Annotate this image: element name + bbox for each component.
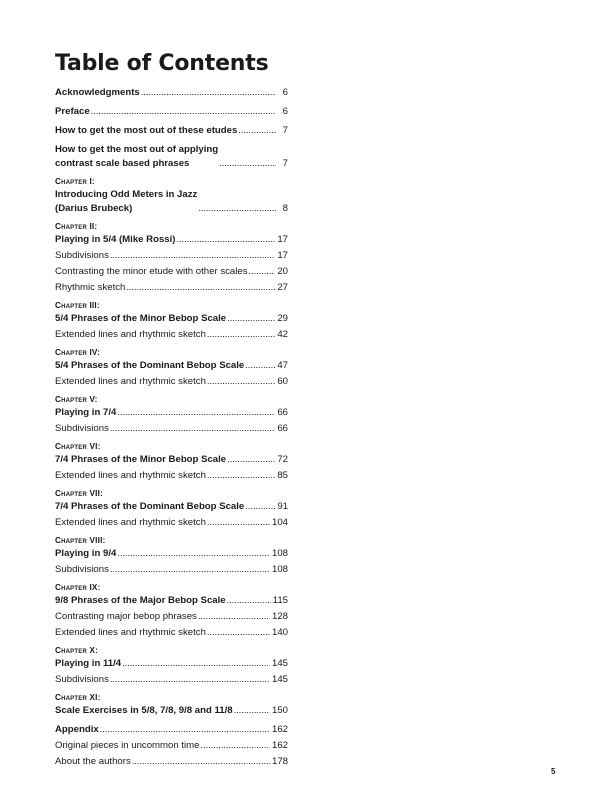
toc-subentry[interactable] [55, 328, 288, 342]
toc-page-number: 145 [271, 658, 288, 669]
chapter-label: Chapter V: [55, 395, 98, 404]
toc-entry-label: Original pieces in uncommon time [55, 740, 200, 751]
toc-entry-label: Subdivisions [55, 564, 109, 575]
toc-entry-label: Contrasting the minor etude with other scales [55, 266, 248, 277]
toc-entry-label: Rhythmic sketch [55, 282, 126, 293]
toc-page-number: 47 [277, 360, 288, 371]
toc-page-number: 6 [282, 106, 288, 117]
dot-leader [233, 704, 270, 718]
chapter-label: Chapter IV: [55, 348, 101, 357]
toc-page-number: 91 [277, 501, 288, 512]
toc-page-number: 108 [271, 564, 288, 575]
toc-entry-label: Extended lines and rhythmic sketch [55, 376, 206, 387]
toc-entry-label: Subdivisions [55, 423, 109, 434]
chapter-label: Chapter XI: [55, 693, 101, 702]
toc-page-number: 85 [277, 470, 288, 481]
toc-page-number: 178 [271, 756, 288, 767]
table-of-contents [55, 86, 288, 769]
dot-leader [226, 453, 275, 467]
dot-leader [140, 86, 276, 100]
toc-page-number: 17 [277, 250, 288, 261]
dot-leader [197, 202, 276, 216]
chapter-label: Chapter X: [55, 646, 99, 655]
toc-entry-label: Extended lines and rhythmic sketch [55, 627, 206, 638]
toc-subentry[interactable] [55, 516, 288, 530]
toc-entry-label: 5/4 Phrases of the Dominant Bebop Scale [55, 360, 245, 371]
dot-leader [99, 723, 270, 737]
dot-leader [244, 500, 275, 514]
toc-entry-label: Introducing Odd Meters in Jazz (Darius Brubeck) [55, 189, 198, 214]
chapter-label: Chapter VI: [55, 442, 101, 451]
toc-entry-label: Extended lines and rhythmic sketch [55, 470, 206, 481]
toc-subentry[interactable] [55, 265, 288, 279]
dot-leader [206, 516, 270, 530]
toc-subentry[interactable] [55, 281, 288, 295]
toc-entry-acknowledgments[interactable] [55, 86, 288, 100]
toc-page-number: 20 [277, 266, 288, 277]
toc-subentry[interactable] [55, 626, 288, 640]
toc-subentry[interactable] [55, 755, 288, 769]
toc-entry-chapter-8[interactable] [55, 547, 288, 561]
toc-entry-chapter-11[interactable] [55, 704, 288, 718]
toc-entry-label: Playing in 11/4 [55, 658, 122, 669]
dot-leader [197, 610, 270, 624]
toc-page-number: 6 [282, 87, 288, 98]
toc-page-number: 150 [271, 705, 288, 716]
dot-leader [109, 422, 275, 436]
toc-entry-label: 9/8 Phrases of the Major Bebop Scale [55, 595, 226, 606]
dot-leader [131, 755, 270, 769]
toc-page-number: 60 [277, 376, 288, 387]
toc-page-number: 27 [277, 282, 288, 293]
dot-leader [109, 563, 270, 577]
toc-page-number: 162 [271, 740, 288, 751]
toc-page-number: 66 [277, 407, 288, 418]
toc-subentry[interactable] [55, 739, 288, 753]
toc-page-number: 72 [277, 454, 288, 465]
dot-leader [116, 406, 275, 420]
toc-entry-label: Appendix [55, 724, 99, 735]
toc-entry-label: How to get the most out of applying contrast scale based phrases [55, 144, 219, 169]
toc-entry-chapter-3[interactable] [55, 312, 288, 326]
dot-leader [248, 265, 276, 279]
dot-leader [237, 124, 276, 138]
toc-page-number: 128 [271, 611, 288, 622]
toc-page-number: 17 [277, 234, 288, 245]
chapter-label: Chapter III: [55, 301, 100, 310]
toc-entry-chapter-4[interactable] [55, 359, 288, 373]
toc-subentry[interactable] [55, 249, 288, 263]
toc-entry-label: Playing in 7/4 [55, 407, 117, 418]
dot-leader [206, 626, 270, 640]
page-number: 5 [551, 767, 556, 776]
toc-entry-how-to-contrast[interactable] [55, 143, 288, 171]
dot-leader [226, 594, 271, 608]
toc-subentry[interactable] [55, 610, 288, 624]
dot-leader [109, 249, 275, 263]
toc-entry-label: Preface [55, 106, 90, 117]
toc-page-number: 115 [272, 595, 288, 606]
dot-leader [121, 657, 270, 671]
toc-entry-label: Extended lines and rhythmic sketch [55, 517, 206, 528]
toc-entry-chapter-5[interactable] [55, 406, 288, 420]
dot-leader [218, 157, 276, 171]
toc-entry-label: Scale Exercises in 5/8, 7/8, 9/8 and 11/8 [55, 705, 233, 716]
toc-entry-label: Acknowledgments [55, 87, 140, 98]
toc-page-number: 29 [277, 313, 288, 324]
page-title: Table of Contents [55, 51, 269, 76]
dot-leader [90, 105, 276, 119]
toc-entry-appendix[interactable] [55, 723, 288, 737]
toc-page-number: 162 [271, 724, 288, 735]
toc-entry-label: About the authors [55, 756, 131, 767]
dot-leader [244, 359, 275, 373]
toc-entry-how-to-etudes[interactable] [55, 124, 288, 138]
toc-entry-label: Contrasting major bebop phrases [55, 611, 197, 622]
toc-page-number: 104 [271, 517, 288, 528]
toc-subentry[interactable] [55, 563, 288, 577]
toc-subentry[interactable] [55, 673, 288, 687]
toc-page-number: 108 [271, 548, 288, 559]
toc-entry-chapter-1[interactable] [55, 188, 288, 216]
toc-entry-label: Subdivisions [55, 250, 109, 261]
dot-leader [116, 547, 270, 561]
toc-page-number: 66 [277, 423, 288, 434]
dot-leader [206, 469, 275, 483]
toc-page-number: 140 [271, 627, 288, 638]
toc-page-number: 7 [282, 158, 288, 169]
toc-entry-chapter-9[interactable] [55, 594, 288, 608]
chapter-label: Chapter VIII: [55, 536, 106, 545]
toc-entry-preface[interactable] [55, 105, 288, 119]
toc-entry-chapter-2[interactable] [55, 233, 288, 247]
toc-entry-chapter-10[interactable] [55, 657, 288, 671]
chapter-label: Chapter I: [55, 177, 95, 186]
dot-leader [206, 375, 275, 389]
dot-leader [200, 739, 270, 753]
toc-entry-label: 7/4 Phrases of the Minor Bebop Scale [55, 454, 227, 465]
toc-page-number: 8 [282, 203, 288, 214]
chapter-label: Chapter VII: [55, 489, 103, 498]
dot-leader [226, 312, 275, 326]
toc-page-number: 42 [277, 329, 288, 340]
toc-subentry[interactable] [55, 422, 288, 436]
toc-entry-label: Subdivisions [55, 674, 109, 685]
dot-leader [109, 673, 270, 687]
toc-entry-chapter-6[interactable] [55, 453, 288, 467]
toc-subentry[interactable] [55, 375, 288, 389]
toc-entry-label: Extended lines and rhythmic sketch [55, 329, 206, 340]
chapter-label: Chapter IX: [55, 583, 101, 592]
chapter-label: Chapter II: [55, 222, 98, 231]
dot-leader [125, 281, 275, 295]
toc-page-number: 7 [282, 125, 288, 136]
dot-leader [176, 233, 276, 247]
toc-entry-chapter-7[interactable] [55, 500, 288, 514]
toc-page-number: 145 [271, 674, 288, 685]
toc-entry-label: Playing in 5/4 (Mike Rossi) [55, 234, 176, 245]
toc-entry-label: How to get the most out of these etudes [55, 125, 238, 136]
dot-leader [206, 328, 275, 342]
toc-entry-label: Playing in 9/4 [55, 548, 117, 559]
toc-entry-label: 5/4 Phrases of the Minor Bebop Scale [55, 313, 227, 324]
toc-entry-label: 7/4 Phrases of the Dominant Bebop Scale [55, 501, 245, 512]
toc-subentry[interactable] [55, 469, 288, 483]
